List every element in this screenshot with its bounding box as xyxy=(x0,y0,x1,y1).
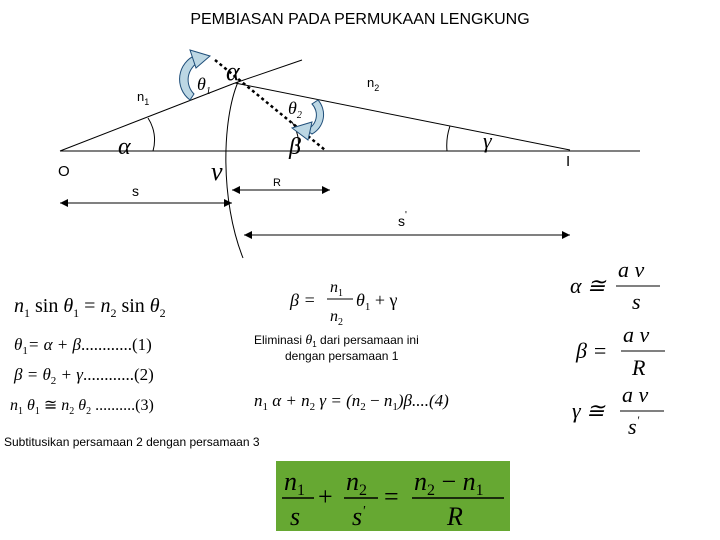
label-alpha-top: α xyxy=(226,57,240,86)
svg-text:n2: n2 xyxy=(346,467,367,499)
label-s: s xyxy=(132,183,139,199)
svg-text:a ν: a ν xyxy=(618,257,645,282)
approx-gamma xyxy=(572,382,664,439)
label-n2: $n_2$ xyxy=(367,75,380,93)
gamma-angle-arc xyxy=(447,126,450,151)
alpha-angle-arc xyxy=(148,118,155,151)
svg-text:a ν: a ν xyxy=(622,382,649,407)
eliminate-line-2: dengan persamaan 1 xyxy=(285,349,399,363)
label-gamma: γ xyxy=(483,128,492,153)
label-alpha: α xyxy=(118,134,131,160)
svg-text:s: s xyxy=(632,289,641,314)
label-O: O xyxy=(58,163,70,180)
substitute-label: Subtitusikan persamaan 2 dengan persamaan 3 xyxy=(4,435,260,449)
refracting-surface xyxy=(226,82,243,258)
R-arrow-left xyxy=(232,186,240,194)
eq-2: $\beta = \theta_2 + \gamma............(2)$ xyxy=(14,365,154,387)
svg-text:R: R xyxy=(447,502,463,531)
svg-text:R: R xyxy=(632,355,646,380)
svg-text:+: + xyxy=(318,482,333,511)
svg-text:a ν: a ν xyxy=(623,322,650,347)
eq-1: $\theta_1= \alpha + \beta............(1)$ xyxy=(14,335,152,357)
svg-text:n1: $n_1$ xyxy=(330,279,343,299)
svg-text:s: s xyxy=(290,502,301,531)
s-prime-arrow-right xyxy=(562,231,570,239)
eq-4: $n_1$ $\alpha + n_2$ $\gamma = (n_2 - n_1)\beta....(4)$ xyxy=(254,391,449,413)
approx-beta xyxy=(575,322,665,380)
label-nu: ν xyxy=(211,157,223,186)
s-prime-arrow-left xyxy=(244,231,252,239)
svg-text:β =: β = xyxy=(576,338,608,363)
label-I: I xyxy=(566,153,571,170)
svg-text:β =: β = xyxy=(290,290,316,310)
label-theta2: $\theta_2$ xyxy=(288,98,302,121)
R-arrow-right xyxy=(322,186,330,194)
eliminate-line-1: Eliminasi $\theta_1$ dari persamaan ini xyxy=(254,333,419,349)
s-arrow-left xyxy=(60,199,68,207)
svg-text:n2: $n_2$ xyxy=(330,308,343,328)
label-theta1: $\theta_1$ xyxy=(197,74,211,97)
label-n1: $n_1$ xyxy=(137,89,150,107)
svg-text:θ1 + γ: $\theta_1 + \gamma$ xyxy=(356,290,398,313)
svg-text:γ ≅: γ ≅ xyxy=(572,398,605,423)
incident-extension xyxy=(235,60,302,83)
equations-area xyxy=(0,257,720,540)
eq-snell: $n_1$ $\sin \theta_1 = n_2$ $\sin \theta_2$ xyxy=(14,295,166,320)
label-beta: β xyxy=(289,134,301,160)
svg-text:s': s' xyxy=(628,413,640,439)
final-equation-box xyxy=(276,461,510,531)
svg-text:s': s' xyxy=(352,502,366,531)
svg-text:n2 − n1: n2 − n1 xyxy=(414,467,484,499)
label-s-prime: s' xyxy=(398,210,407,229)
svg-text:n1: n1 xyxy=(284,467,305,499)
svg-text:α ≅: α ≅ xyxy=(570,273,606,298)
slide-title: PEMBIASAN PADA PERMUKAAN LENGKUNG xyxy=(190,11,530,28)
eq-3: $n_1$ $\theta_1$ ≅ $n_2$ $\theta_2$ ..........(3) xyxy=(10,397,154,417)
label-R: R xyxy=(273,177,281,189)
svg-text:=: = xyxy=(384,482,399,511)
eq-beta-fraction xyxy=(289,279,397,328)
